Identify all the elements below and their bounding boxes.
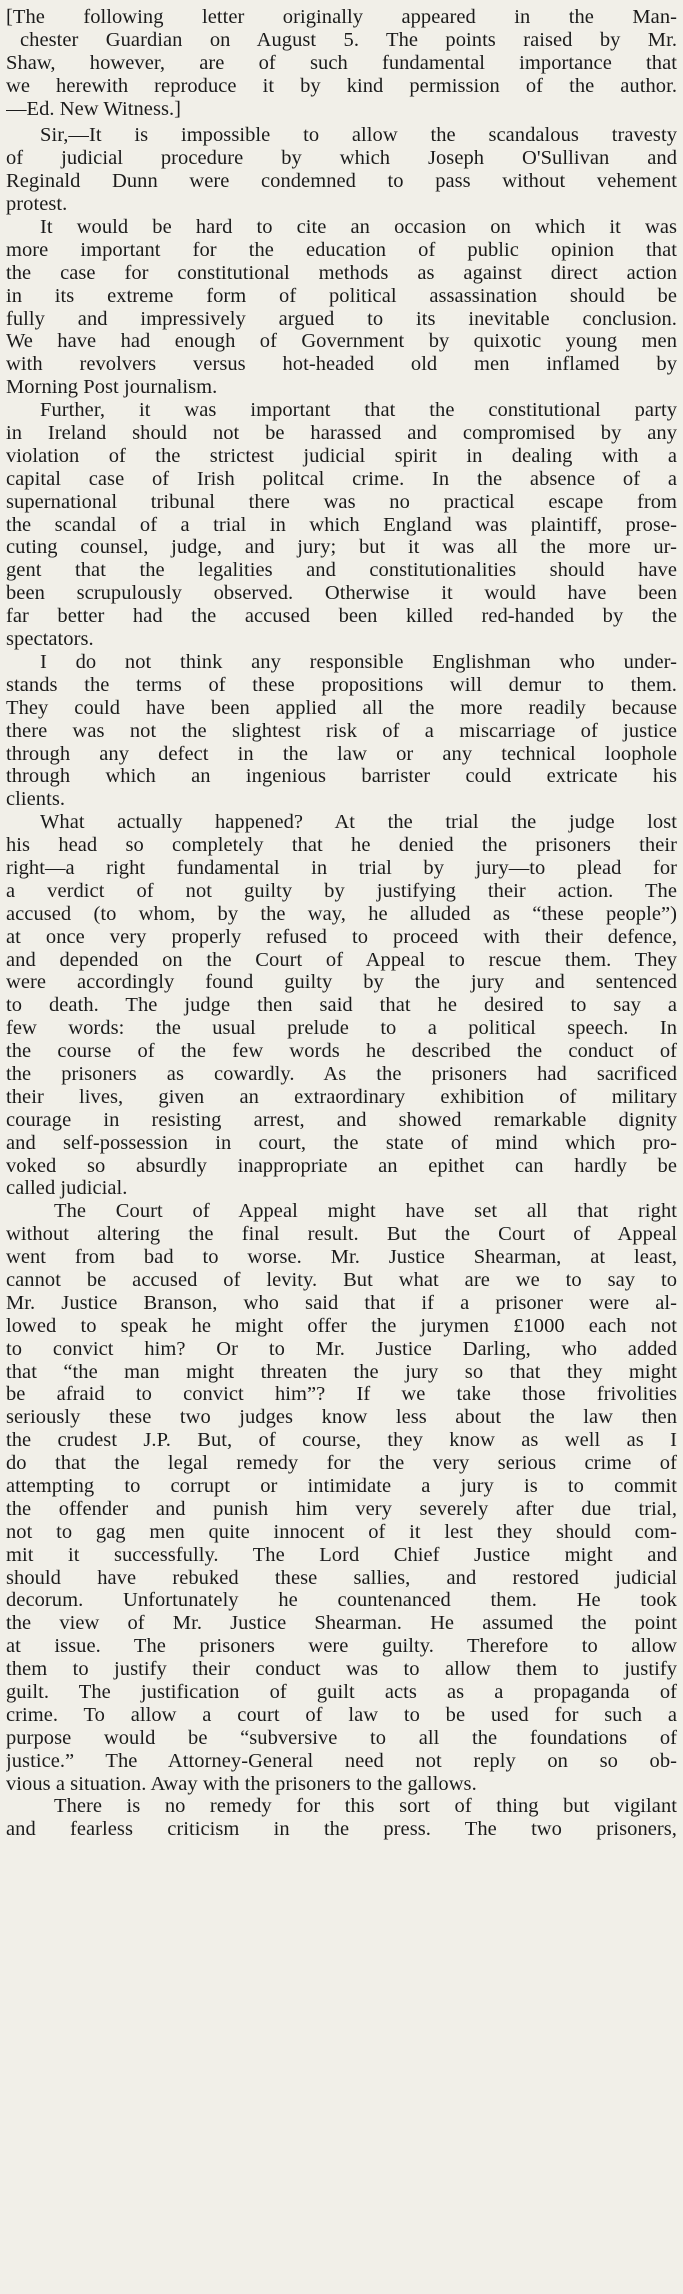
editor-note-line: we herewith reproduce it by kind permission of the author. — [6, 74, 677, 97]
text-line: Reginald Dunn were condemned to pass without vehement — [6, 170, 677, 193]
editor-note-line: [The following letter originally appeared in the Man- — [6, 6, 677, 28]
text-line: not to gag men quite innocent of it lest they should com- — [6, 1520, 677, 1543]
text-line: voked so absurdly inappropriate an epithet can hardly be — [6, 1154, 677, 1177]
text-line: attempting to corrupt or intimidate a jury is to commit — [6, 1475, 677, 1497]
text-line: the offender and punish him very severely after due trial, — [6, 1497, 677, 1520]
text-line: the course of the few words he described the conduct of — [6, 1040, 677, 1063]
text-line: decorum. Unfortunately he countenanced them. He took — [6, 1589, 677, 1612]
text-line: them to justify their conduct was to allow them to justify — [6, 1658, 677, 1681]
text-line: more important for the education of public opinion that — [6, 238, 677, 261]
text-line: The Court of Appeal might have set all that right — [54, 1200, 677, 1223]
text-line: far better had the accused been killed red-handed by the — [6, 605, 677, 628]
text-line: to death. The judge then said that he desired to say a — [6, 994, 677, 1017]
text-line: mit it successfully. The Lord Chief Justice might and — [6, 1543, 677, 1566]
text-line: at once very properly refused to proceed with their defence, — [6, 925, 677, 948]
text-line: through any defect in the law or any technical loophole — [6, 742, 677, 765]
text-line: Further, it was important that the constitutional party — [40, 399, 677, 422]
text-line: do that the legal remedy for the very serious crime of — [6, 1452, 677, 1475]
text-line: in its extreme form of political assassination should be — [6, 284, 677, 307]
text-line: fully and impressively argued to its inevitable conclusion. — [6, 307, 677, 330]
editor-note — [6, 6, 677, 120]
text-line: at issue. The prisoners were guilty. Therefore to allow — [6, 1635, 677, 1658]
text-line: Morning Post journalism. — [6, 376, 218, 399]
text-line: seriously these two judges know less about the law then — [6, 1406, 677, 1429]
text-line: accused (to whom, by the way, he alluded as “these people”) — [6, 902, 677, 925]
text-line: without altering the final result. But the Court of Appeal — [6, 1223, 677, 1246]
paragraph — [6, 651, 677, 811]
text-line: been scrupulously observed. Otherwise it would have been — [6, 582, 677, 605]
text-line: and fearless criticism in the press. The two prisoners, — [6, 1818, 677, 1841]
text-line: the case for constitutional methods as against direct action — [6, 261, 677, 284]
text-line: right—a right fundamental in trial by jury—to plead for — [6, 856, 677, 879]
text-line: and self-possession in court, the state of mind which pro- — [6, 1131, 677, 1154]
text-line: vious a situation. Away with the prisoners to the gallows. — [6, 1772, 477, 1795]
text-line: I do not think any responsible Englishman who under- — [40, 650, 677, 673]
text-line: justice.” The Attorney-General need not reply on so ob- — [6, 1749, 677, 1772]
text-line: of judicial procedure by which Joseph O'Sullivan and — [6, 147, 677, 170]
text-line: protest. — [6, 193, 68, 216]
text-line: Mr. Justice Branson, who said that if a prisoner were al- — [6, 1291, 677, 1314]
text-line: purpose would be “subversive to all the foundations of — [6, 1726, 677, 1749]
text-line: courage in resisting arrest, and showed remarkable dignity — [6, 1108, 677, 1131]
paragraph — [6, 1200, 677, 1795]
text-line: and depended on the Court of Appeal to rescue them. They — [6, 948, 677, 971]
text-line: supernational tribunal there was no practical escape from — [6, 490, 677, 513]
text-line: that “the man might threaten the jury so that they might — [6, 1360, 677, 1383]
paragraph — [6, 216, 677, 399]
text-line: with revolvers versus hot-headed old men inflamed by — [6, 353, 677, 376]
paragraph — [6, 811, 677, 1200]
text-line: be afraid to convict him”? If we take those frivolities — [6, 1383, 677, 1406]
text-line: What actually happened? At the trial the judge lost — [40, 811, 677, 834]
editor-note-line: —Ed. New Witness.] — [6, 97, 182, 120]
text-line: his head so completely that he denied the prisoners their — [6, 834, 677, 857]
editor-note-line: chester Guardian on August 5. The points raised by Mr. — [20, 28, 677, 51]
text-line: their lives, given an extraordinary exhibition of military — [6, 1085, 677, 1108]
text-line: in Ireland should not be harassed and compromised by any — [6, 422, 677, 445]
text-line: through which an ingenious barrister could extricate his — [6, 765, 677, 788]
text-line: spectators. — [6, 628, 94, 651]
text-line: violation of the strictest judicial spirit in dealing with a — [6, 444, 677, 467]
paragraph — [6, 399, 677, 651]
text-line: a verdict of not guilty by justifying their action. The — [6, 879, 677, 902]
text-line: the view of Mr. Justice Shearman. He assumed the point — [6, 1612, 677, 1635]
text-line: the scandal of a trial in which England was plaintiff, prose- — [6, 513, 677, 536]
text-line: Sir,—It is impossible to allow the scandalous travesty — [40, 124, 677, 147]
text-line: cuting counsel, judge, and jury; but it was all the more ur- — [6, 536, 677, 559]
text-line: It would be hard to cite an occasion on which it was — [40, 216, 677, 239]
text-line: were accordingly found guilty by the jury and sentenced — [6, 971, 677, 994]
text-line: lowed to speak he might offer the jurymen £1000 each not — [6, 1314, 677, 1337]
text-line: clients. — [6, 788, 66, 811]
text-line: few words: the usual prelude to a political speech. In — [6, 1017, 677, 1040]
paragraph — [6, 124, 677, 216]
text-line: cannot be accused of levity. But what are we to say to — [6, 1268, 677, 1291]
text-line: There is no remedy for this sort of thing but vigilant — [54, 1795, 677, 1818]
text-line: capital case of Irish politcal crime. In the absence of a — [6, 467, 677, 490]
text-line: there was not the slightest risk of a miscarriage of justice — [6, 719, 677, 742]
paragraph — [6, 1795, 677, 1841]
text-line: went from bad to worse. Mr. Justice Shearman, at least, — [6, 1246, 677, 1269]
text-line: We have had enough of Government by quixotic young men — [6, 330, 677, 353]
text-line: the prisoners as cowardly. As the prisoners had sacrificed — [6, 1062, 677, 1085]
text-line: the crudest J.P. But, of course, they know as well as I — [6, 1429, 677, 1452]
text-line: should have rebuked these sallies, and restored judicial — [6, 1566, 677, 1589]
editor-note-line: Shaw, however, are of such fundamental importance that — [6, 51, 677, 74]
text-line: guilt. The justification of guilt acts as a propaganda of — [6, 1681, 677, 1704]
text-line: gent that the legalities and constitutionalities should have — [6, 559, 677, 582]
text-line: to convict him? Or to Mr. Justice Darling, who added — [6, 1337, 677, 1360]
text-line: called judicial. — [6, 1177, 128, 1200]
text-line: They could have been applied all the more readily because — [6, 696, 677, 719]
text-line: stands the terms of these propositions will demur to them. — [6, 673, 677, 696]
text-line: crime. To allow a court of law to be used for such a — [6, 1703, 677, 1726]
